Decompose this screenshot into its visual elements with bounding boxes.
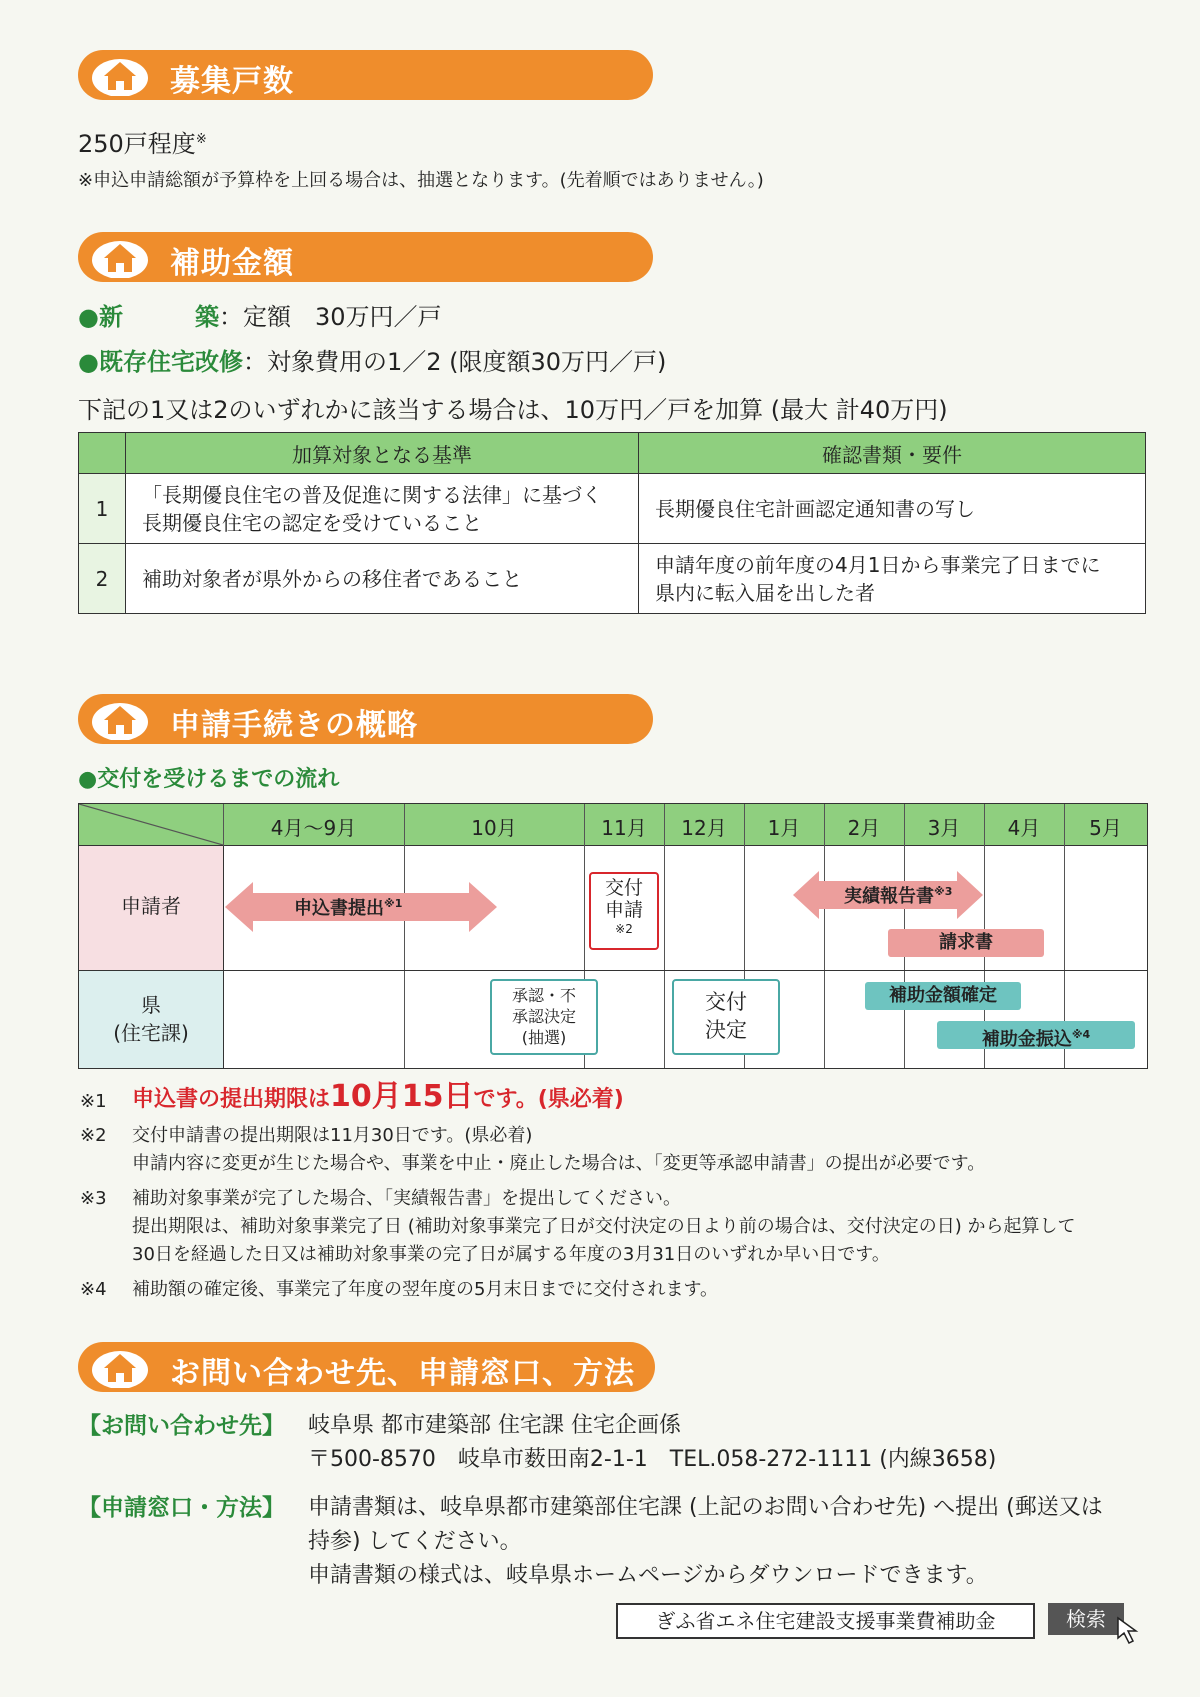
submit-text: 申込書提出: [294, 898, 384, 919]
recruit-count: [78, 124, 207, 159]
report-text: 実績報告書: [844, 886, 934, 907]
row-number: 1: [79, 474, 126, 544]
note-3-line: 30日を経過した日又は補助対象事業の完了日が属する年度の3月31日のいずれか早い日です。: [132, 1244, 890, 1265]
contact-dept: 岐阜県 都市建築部 住宅課 住宅企画係: [308, 1413, 681, 1438]
submit-label: [294, 894, 402, 920]
month-label: 10月: [471, 816, 517, 840]
note-4-line: 補助額の確定後、事業完了年度の翌年度の5月末日までに交付されます。: [132, 1279, 719, 1300]
note-1: [132, 1079, 624, 1114]
search-button: 検索: [1048, 1603, 1124, 1635]
month-label: 4月: [1007, 816, 1041, 840]
diagonal-line: [79, 804, 223, 845]
transfer-mark: ※4: [1071, 1028, 1091, 1041]
reno-value: ：対象費用の1／2 (限度額30万円／戸): [242, 348, 667, 376]
note-1-date: 10月15日: [330, 1079, 474, 1114]
submit-mark: ※1: [384, 897, 403, 910]
transfer-text: 補助金振込: [981, 1029, 1072, 1050]
month-label: 11月: [601, 816, 647, 840]
grid-line: [404, 804, 405, 1068]
count-mark: ※: [195, 132, 207, 147]
note-1-mark: ※1: [80, 1091, 107, 1112]
new-value: ：定額 30万円／戸: [218, 303, 442, 331]
transfer-bar: [937, 1021, 1135, 1049]
criteria-line: 「長期優良住宅の普及促進に関する法律」に基づく: [142, 482, 602, 507]
note-3-line: 補助対象事業が完了した場合、「実績報告書」を提出してください。: [132, 1188, 681, 1209]
section-title: 補助金額: [170, 246, 294, 281]
section-title: お問い合わせ先、申請窓口、方法: [170, 1356, 635, 1391]
section-title: 申請手続きの概略: [170, 708, 418, 743]
search-keyword-box: ぎふ省エネ住宅建設支援事業費補助金: [616, 1603, 1035, 1639]
reno-label: ●既存住宅改修: [78, 348, 243, 376]
table-header: 確認書類・要件: [639, 433, 1146, 474]
table-row: [79, 474, 1146, 544]
criteria-line: 長期優良住宅の認定を受けていること: [142, 510, 482, 535]
note-2-line: 交付申請書の提出期限は11月30日です。(県必着): [132, 1125, 533, 1146]
doc-cell: [639, 544, 1146, 614]
month-label: 12月: [681, 816, 727, 840]
report-mark: ※3: [934, 885, 953, 898]
house-icon: [92, 238, 148, 278]
doc-line: 県内に転入届を出した者: [655, 580, 875, 605]
prefecture-label: 県: [141, 993, 161, 1017]
grid-line: [824, 804, 825, 1068]
method-line: 申請書類の様式は、岐阜県ホームページからダウンロードできます。: [308, 1563, 988, 1588]
subsidy-renovation: [78, 342, 666, 377]
row-number: 2: [79, 544, 126, 614]
house-icon: [92, 56, 148, 96]
criteria-table: [78, 432, 1146, 614]
method-label: 【申請窓口・方法】: [78, 1495, 285, 1521]
box-line: 決定: [705, 1018, 747, 1042]
box-line: (抽選): [521, 1028, 567, 1047]
note-3-line: 提出期限は、補助対象事業完了日 (補助対象事業完了日が交付決定の日より前の場合は、交付決定の日) から起算して: [132, 1216, 1076, 1237]
flow-chart: [78, 803, 1148, 1069]
contact-label: 【お問い合わせ先】: [78, 1413, 285, 1439]
note-1-part: です。(県必着): [473, 1087, 624, 1112]
doc-line: 申請年度の前年度の4月1日から事業完了日までに: [655, 552, 1101, 577]
section-header-contact: [78, 1342, 655, 1392]
house-icon: [92, 1348, 148, 1388]
applicant-label: 申請者: [121, 894, 181, 918]
subsidy-new: [78, 297, 442, 332]
applicant-row-header: [79, 846, 224, 971]
month-label: 4月〜9月: [270, 816, 357, 840]
box-line: 申請: [604, 899, 643, 921]
table-row: [79, 544, 1146, 614]
prefecture-label: (住宅課): [113, 1021, 189, 1045]
flow-title: ●交付を受けるまでの流れ: [78, 767, 340, 792]
month-label: 2月: [847, 816, 881, 840]
new-label: ●新 築: [78, 303, 219, 331]
section-header-procedure: [78, 694, 653, 744]
recruit-note: ※申込申請総額が予算枠を上回る場合は、抽選となります。(先着順ではありません。): [78, 170, 764, 191]
table-header-row: [79, 433, 1146, 474]
box-line: 承認・不: [511, 986, 576, 1005]
invoice-bar: 請求書: [888, 929, 1044, 957]
subsidy-add-note: 下記の1又は2のいずれかに該当する場合は、10万円／戸を加算 (最大 計40万円): [78, 396, 948, 424]
box-line: 交付: [604, 877, 643, 899]
house-icon: [92, 700, 148, 740]
header-blank: [79, 433, 126, 474]
grant-decision-box: [672, 979, 780, 1055]
row-divider: [223, 970, 1147, 971]
month-label: 3月: [927, 816, 961, 840]
note-4-mark: ※4: [80, 1279, 107, 1300]
box-line: 承認決定: [511, 1007, 576, 1026]
approval-box: [490, 979, 598, 1055]
note-2-line: 申請内容に変更が生じた場合や、事業を中止・廃止した場合は、「変更等承認申請書」の提出が必要です。: [132, 1153, 986, 1174]
report-label: [844, 882, 952, 908]
section-title: 募集戸数: [170, 64, 294, 99]
note-3-mark: ※3: [80, 1188, 107, 1209]
table-header: 加算対象となる基準: [126, 433, 639, 474]
month-label: 1月: [767, 816, 801, 840]
section-header-recruit: [78, 50, 653, 100]
method-line: 持参) してください。: [308, 1529, 522, 1554]
box-line: 交付: [705, 990, 747, 1014]
count-value: 250戸程度: [78, 130, 196, 158]
method-line: 申請書類は、岐阜県都市建築部住宅課 (上記のお問い合わせ先) へ提出 (郵送又は: [308, 1495, 1103, 1520]
grant-application-box: [589, 872, 659, 950]
grid-line: [664, 804, 665, 1068]
prefecture-row-header: [79, 971, 224, 1068]
month-label: 5月: [1089, 816, 1122, 840]
criteria-cell: 補助対象者が県外からの移住者であること: [126, 544, 639, 614]
note-2-mark: ※2: [80, 1125, 107, 1146]
doc-cell: 長期優良住宅計画認定通知書の写し: [639, 474, 1146, 544]
note-1-part: 申込書の提出期限は: [132, 1087, 331, 1112]
contact-address: 〒500-8570 岐阜市薮田南2-1-1 TEL.058-272-1111 (内線3658): [308, 1447, 997, 1472]
criteria-cell: [126, 474, 639, 544]
cursor-arrow-icon: [1116, 1616, 1146, 1646]
amount-confirm-bar: 補助金額確定: [865, 982, 1021, 1010]
box-mark: ※2: [615, 922, 633, 936]
section-header-subsidy: [78, 232, 653, 282]
